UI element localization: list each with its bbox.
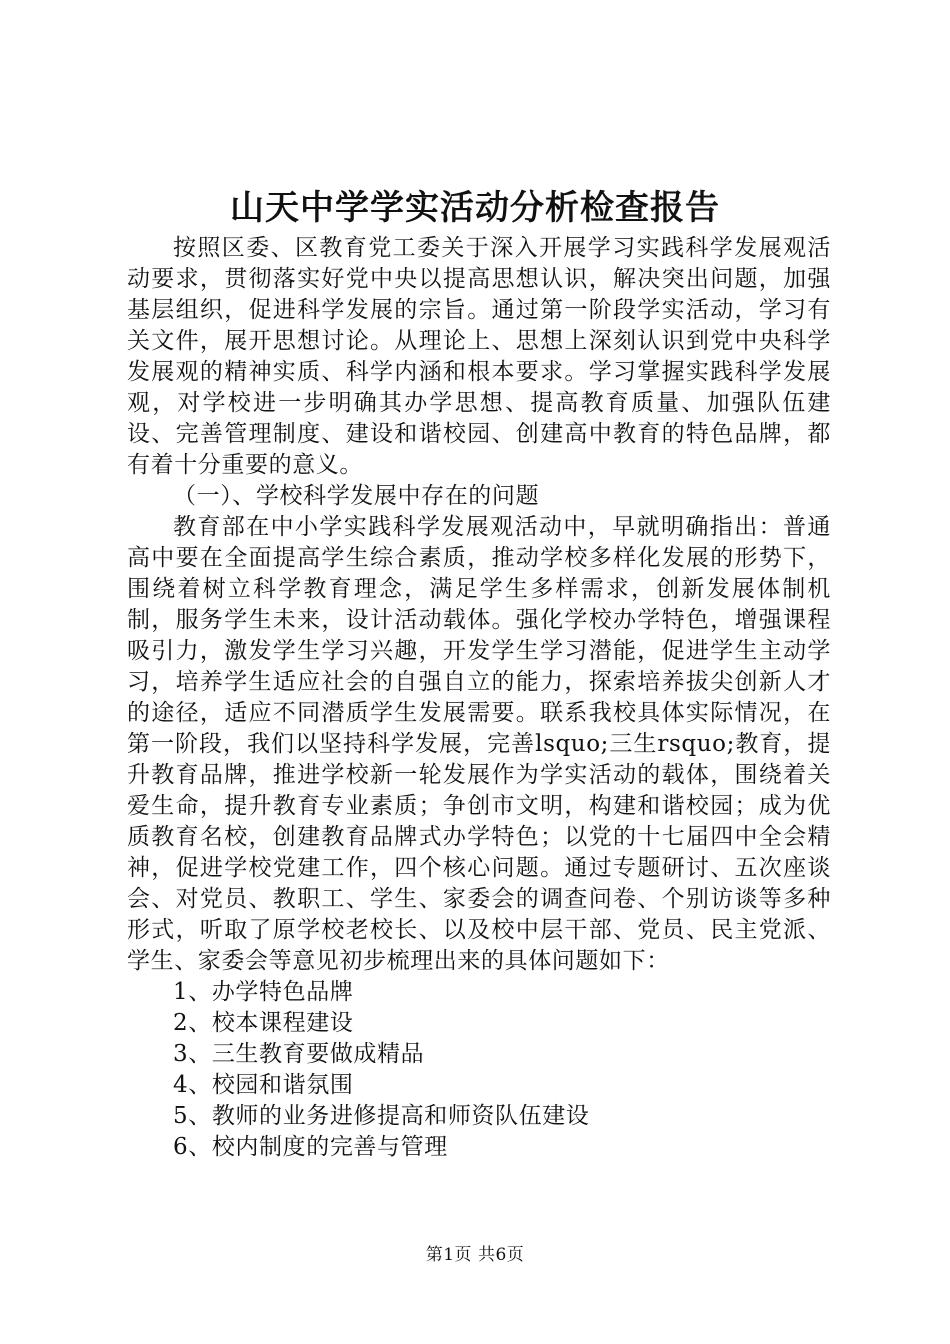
list-item: 3、三生教育要做成精品 (173, 1041, 425, 1067)
list-item: 4、校园和谐氛围 (173, 1072, 354, 1098)
document-body (127, 233, 831, 1163)
list-item: 6、校内制度的完善与管理 (173, 1134, 448, 1160)
list-item: 1、办学特色品牌 (173, 979, 354, 1005)
analysis-paragraph: 教育部在中小学实践科学发展观活动中，早就明确指出：普通高中要在全面提高学生综合素质，推动学校多样化发展的形势下，围绕着树立科学教育理念，满足学生多样需求，创新发展体制机制，服务学生未来，设计活动载体。强化学校办学特色，增强课程吸引力，激发学生学习兴趣，开发学生学习潜能，促进学生主动学习，培养学生适应社会的自强自立的能力，探索培养拔尖创新人才的途径，适应不同潜质学生发展需要。联系我校具体实际情况，在第一阶段，我们以坚持科学发展，完善lsquo;三生rsquo;教育，提升教育品牌，推进学校新一轮发展作为学实活动的载体，围绕着关爱生命，提升教育专业素质；争创市文明，构建和谐校园；成为优质教育名校，创建教育品牌式办学特色；以党的十七届四中全会精神，促进学校党建工作，四个核心问题。通过专题研讨、五次座谈会、对党员、教职工、学生、家委会的调查问卷、个别访谈等多种形式，听取了原学校老校长、以及校中层干部、党员、民主党派、学生、家委会等意见初步梳理出来的具体问题如下： (127, 514, 831, 974)
problem-list (127, 977, 831, 1163)
section-heading: （一）、学校科学发展中存在的问题 (173, 483, 540, 509)
list-item: 2、校本课程建设 (173, 1010, 354, 1036)
list-item: 5、教师的业务进修提高和师资队伍建设 (173, 1103, 590, 1129)
page-indicator: 第1页 共6页 (425, 1245, 525, 1265)
intro-paragraph: 按照区委、区教育党工委关于深入开展学习实践科学发展观活动要求，贯彻落实好党中央以提高思想认识，解决突出问题，加强基层组织，促进科学发展的宗旨。通过第一阶段学实活动，学习有关文件，展开思想讨论。从理论上、思想上深刻认识到党中央科学发展观的精神实质、科学内涵和根本要求。学习掌握实践科学发展观，对学校进一步明确其办学思想、提高教育质量、加强队伍建设、完善管理制度、建设和谐校园、创建高中教育的特色品牌，都有着十分重要的意义。 (127, 235, 831, 478)
document-title: 山天中学学实活动分析检查报告 (230, 188, 720, 228)
